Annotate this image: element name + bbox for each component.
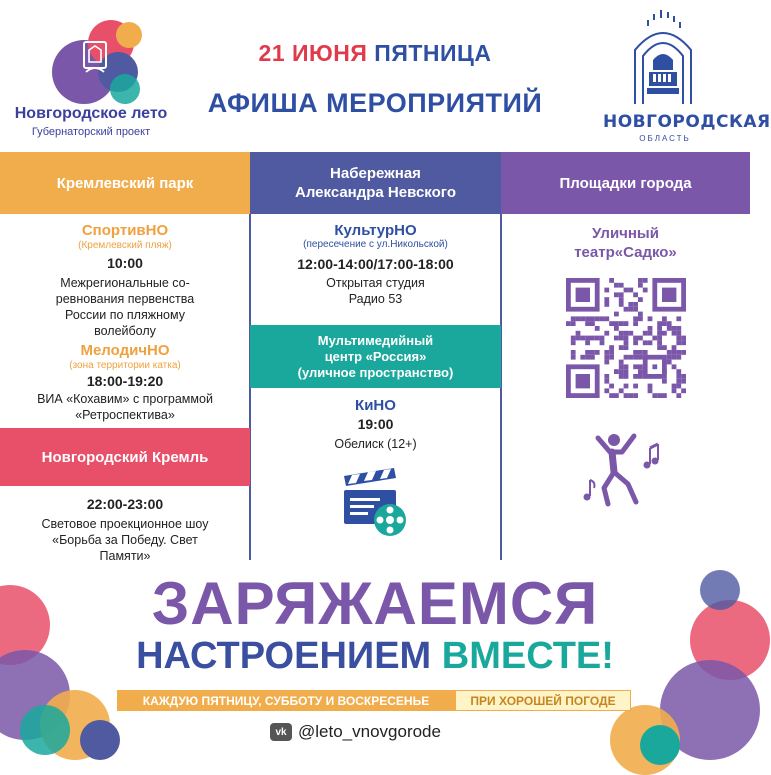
column-header-line: Александра Невского	[295, 184, 456, 201]
column-header-line: Набережная	[330, 165, 421, 182]
logo-right	[603, 112, 771, 143]
description-line: ревнования первенства	[55, 292, 195, 306]
slogan-line-1: ЗАРЯЖАЕМСЯ	[151, 570, 599, 637]
event-place: (Кремлевский пляж)	[78, 240, 172, 251]
description-line: «Ретроспектива»	[75, 408, 175, 422]
description-line: России по пляжному	[65, 308, 185, 322]
event-name: КиНО	[355, 397, 396, 414]
qr-code-icon[interactable]	[566, 278, 686, 398]
slogan-word-highlight: ВМЕСТЕ!	[441, 635, 614, 677]
event-name: КультурНО	[334, 222, 417, 239]
event-description	[0, 275, 250, 339]
event-time: 10:00	[107, 255, 143, 271]
description-line: ВИА «Кохавим» с программой	[37, 392, 213, 406]
column-header-city-venues: Площадки города	[501, 152, 750, 214]
event-place: (пересечение с ул.Никольской)	[303, 239, 448, 250]
vk-icon: vk	[270, 723, 292, 741]
column-header-kremlin-park: Кремлевский парк	[0, 152, 250, 214]
slogan-word: НАСТРОЕНИЕМ	[136, 635, 432, 677]
section-header-novgorod-kremlin: Новгородский Кремль	[0, 428, 250, 486]
novgorod-region-emblem-icon	[627, 10, 699, 106]
description-line: Световое проекционное шоу	[41, 517, 209, 531]
logo-left-name: Новгородское лето	[14, 105, 168, 122]
event-description	[250, 275, 501, 307]
column-header-embankment	[250, 152, 501, 214]
logo-right-name: НОВГОРОДСКАЯ	[603, 112, 771, 132]
event-name: СпортивНО	[81, 222, 169, 239]
event-description: Обелиск (12+)	[334, 437, 417, 451]
logo-right-subtitle: ОБЛАСТЬ	[639, 134, 691, 143]
event-description	[0, 391, 250, 423]
description-line: Памяти»	[99, 549, 151, 563]
section-header-line: центр «Россия»	[324, 348, 427, 364]
corner-blob	[20, 705, 70, 755]
event-time: 22:00-23:00	[86, 496, 164, 512]
social-handle[interactable]: @leto_vnovgorode	[298, 722, 441, 741]
weather-note: ПРИ ХОРОШЕЙ ПОГОДЕ	[455, 690, 631, 711]
film-clapper-icon	[340, 468, 412, 538]
description-line: волейболу	[94, 324, 156, 338]
event-time: 19:00	[357, 416, 394, 432]
description-line: Открытая студия	[326, 276, 425, 290]
weekday-text: ПЯТНИЦА	[374, 40, 492, 66]
event-name	[501, 224, 750, 262]
date-text: 21 ИЮНЯ	[258, 40, 368, 66]
event-time: 18:00-19:20	[86, 373, 164, 389]
section-header-multimedia-center	[250, 325, 501, 388]
event-place: (зона территории катка)	[69, 360, 181, 371]
description-line: «Борьба за Победу. Свет	[52, 533, 198, 547]
page-title: АФИША МЕРОПРИЯТИЙ	[207, 88, 543, 118]
corner-blob	[80, 720, 120, 760]
section-header-line: (уличное пространство)	[297, 364, 454, 380]
event-time: 12:00-14:00/17:00-18:00	[297, 256, 454, 272]
event-name-line: театр«Садко»	[574, 244, 677, 261]
corner-blob	[640, 725, 680, 765]
event-name: МелодичНО	[80, 342, 170, 359]
section-header-line: Мультимедийный	[317, 332, 434, 348]
logo-left-subtitle: Губернаторский проект	[31, 126, 151, 138]
slogan-line-2	[0, 634, 750, 678]
event-description	[0, 516, 250, 564]
event-name-line: Уличный	[592, 225, 659, 242]
description-line: Радио 53	[348, 292, 403, 306]
social-link[interactable]	[270, 721, 441, 743]
schedule-banner	[117, 690, 631, 711]
description-line: Межрегиональные со-	[60, 276, 190, 290]
dancing-person-icon	[578, 430, 670, 510]
schedule-days: КАЖДУЮ ПЯТНИЦУ, СУББОТУ И ВОСКРЕСЕНЬЕ	[117, 690, 455, 711]
